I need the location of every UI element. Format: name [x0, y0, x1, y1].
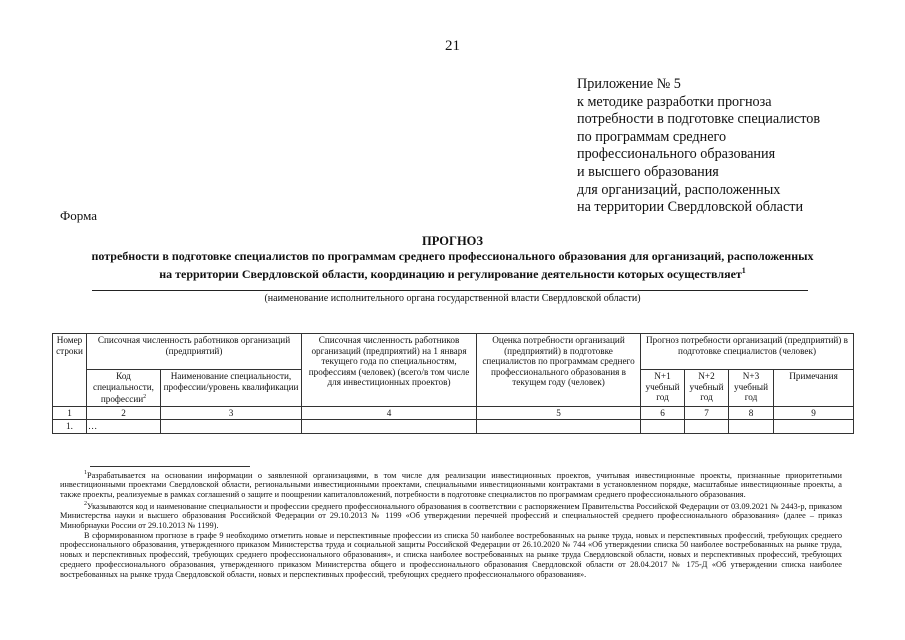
document-subtitle [55, 249, 850, 281]
appendix-line: профессионального образования [577, 146, 776, 163]
column-number: 2 [87, 406, 161, 420]
appendix-line: и высшего образования [577, 163, 719, 180]
header-n3: N+3 учебный год [729, 370, 774, 407]
footnote-mark: 2 [143, 394, 147, 401]
column-number: 7 [685, 406, 729, 420]
footnote-note-column-9: В сформированном прогнозе в графе 9 необходимо отметить новые и перспективные профессии из списка 50 наиболее востребованных на рынке труда, новых и перспективных профессий, требующих среднего профессионального образования, утвержденного приказом Министерства труда и социальной защиты Российской Федерации от 26.10.2020 № 744 «Об утверждении списка 50 наиболее востребованных на рынке труда, новых и перспективных профессий, требующих среднего профессионального образования», и списка наиболее востребованных на рынке труда Свердловской области, новых и перспективных профессий, требующих среднего профессионального образования, утвержденного приказом Министерства общего и профессионального образования Свердловской области от 28.04.2017 № 175-Д «Об утверждении списка наиболее востребованных на рынке труда Свердловской области, новых и перспективных профессий, требующих среднего профессионального образования». [60, 530, 842, 579]
row-number: 1. [53, 420, 87, 434]
page-number: 21 [445, 38, 460, 54]
appendix-line: к методике разработки прогноза [577, 93, 772, 110]
document-title: ПРОГНОЗ [421, 234, 483, 248]
forecast-table [52, 333, 854, 434]
table-cell [685, 420, 729, 434]
column-number: 5 [477, 406, 641, 420]
footnote-1 [60, 469, 842, 500]
appendix-header [577, 76, 897, 217]
header-code [87, 370, 161, 407]
table-cell [641, 420, 685, 434]
footnotes [60, 469, 842, 579]
column-number: 9 [774, 406, 854, 420]
table-cell [477, 420, 641, 434]
table-cell [729, 420, 774, 434]
header-n1: N+1 учебный год [641, 370, 685, 407]
header-forecast: Прогноз потребности организаций (предприятий) в подготовке специалистов (человек) [641, 334, 854, 370]
column-number: 4 [302, 406, 477, 420]
form-label: Форма [60, 208, 97, 223]
appendix-line: для организаций, расположенных [577, 181, 781, 198]
footnote-mark: 1 [741, 265, 746, 275]
header-n2: N+2 учебный год [685, 370, 729, 407]
row-code: … [87, 420, 161, 434]
table-cell [161, 420, 302, 434]
column-number: 6 [641, 406, 685, 420]
footnote-1-text: Разрабатывается на основании информации о заявленной организациями, в том числе для реализации инвестиционных проектов, учитывая инвестиционные проекты, признанные приоритетными инвестиционными проектами Свердловской области, региональными инвестиционными проектами, специальными инвестиционными контрактами в установленном порядке, масштабные инвестиционные проекты, а также проекты, реализуемые в рамках соглашений о защите и поощрении капиталовложений, потребности в подготовке специалистов по программам среднего профессионального образования. [60, 470, 842, 500]
organization-fill-line [92, 290, 808, 291]
appendix-line: по программам среднего [577, 128, 727, 145]
header-notes: Примечания [774, 370, 854, 407]
header-specialty-name: Наименование специальности, профессии/уровень квалификации [161, 370, 302, 407]
table-row [53, 420, 854, 434]
table-cell [302, 420, 477, 434]
subtitle-line-2-text: на территории Свердловской области, координацию и регулирование деятельности которых осуществляет [159, 266, 742, 281]
header-headcount: Списочная численность работников организаций (предприятий) [87, 334, 302, 370]
column-number: 8 [729, 406, 774, 420]
footnote-mark: 2 [84, 500, 87, 507]
appendix-line: потребности в подготовке специалистов [577, 111, 821, 128]
header-row-number: Номер строки [53, 334, 87, 407]
appendix-line: Приложение № 5 [577, 76, 681, 92]
footnote-separator [90, 466, 250, 467]
subtitle-line-1: потребности в подготовке специалистов по программам среднего профессионального образования для организаций, расположенных [91, 249, 814, 263]
subtitle-line-2 [55, 264, 850, 282]
footnote-2-text: Указываются код и наименование специальности и профессии среднего профессионального образования в соответствии с распоряжением Правительства Российской Федерации от 03.09.2021 № 2443-р, приказом Министерства науки и высшего образования Российской Федерации от 29.10.2013 № 1199 «Об утверждении перечней профессий и специальностей среднего профессионального образования» (далее – приказ Минобрнауки России от 29.10.2013 № 1199). [60, 501, 842, 531]
header-current-year-assessment: Оценка потребности организаций (предприятий) в подготовке специалистов по программам среднего профессионального образования в текущем году (человек) [477, 334, 641, 407]
table-cell [774, 420, 854, 434]
appendix-line: на территории Свердловской области [577, 199, 804, 216]
column-number: 3 [161, 406, 302, 420]
column-number: 1 [53, 406, 87, 420]
header-headcount-january: Списочная численность работников организаций (предприятий) на 1 января текущего года по специальностям, профессиям (человек) (всего/в том числе для инвестиционных проектов) [302, 334, 477, 407]
header-code-text: Код специальности, профессии [93, 371, 154, 405]
organization-caption: (наименование исполнительного органа государственной власти Свердловской области) [264, 293, 641, 304]
footnote-mark: 1 [84, 470, 87, 476]
column-number-row [53, 406, 854, 420]
footnote-2 [60, 500, 842, 531]
